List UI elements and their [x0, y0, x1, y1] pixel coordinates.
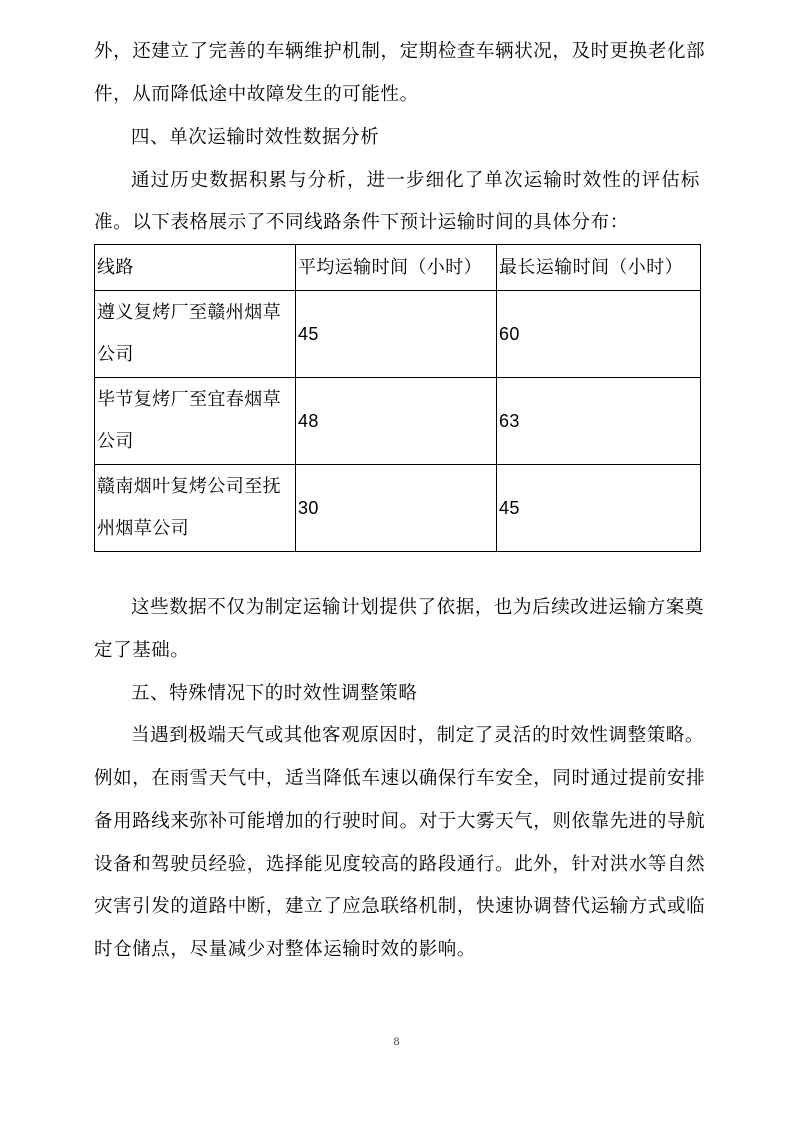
table-cell-route: 遵义复烤厂至赣州烟草公司: [95, 291, 296, 378]
table-row: [95, 291, 701, 378]
paragraph-line: 这些数据不仅为制定运输计划提供了依据，也为后续改进运输方案奠: [131, 597, 705, 618]
table-header-cell: 最长运输时间（小时）: [497, 245, 701, 291]
paragraph-line: 通过历史数据积累与分析，进一步细化了单次运输时效性的评估标: [131, 170, 700, 191]
table-row: [95, 378, 701, 465]
table-cell-avg: 48: [296, 378, 497, 465]
table-cell-avg: 30: [296, 465, 497, 552]
paragraph-line: 外，还建立了完善的车辆维护机制，定期检查车辆状况，及时更换老化部: [94, 41, 706, 62]
section-heading-5: 五、特殊情况下的时效性调整策略: [131, 683, 418, 704]
paragraph-line: 时仓储点，尽量减少对整体运输时效的影响。: [94, 939, 477, 960]
table-cell-route: 赣南烟叶复烤公司至抚州烟草公司: [95, 465, 296, 552]
table-cell-avg: 45: [296, 291, 497, 378]
table-cell-route: 毕节复烤厂至宜春烟草公司: [95, 378, 296, 465]
table-header-cell: 平均运输时间（小时）: [296, 245, 497, 291]
table-row: [95, 465, 701, 552]
page-number: 8: [393, 1034, 400, 1048]
transport-time-table: [94, 244, 701, 552]
paragraph-line: 灾害引发的道路中断，建立了应急联络机制，快速协调替代运输方式或临: [94, 896, 706, 917]
table-cell-max: 45: [497, 465, 701, 552]
paragraph-line: 件，从而降低途中故障发生的可能性。: [94, 84, 419, 105]
paragraph-line: 备用路线来弥补可能增加的行驶时间。对于大雾天气，则依靠先进的导航: [94, 811, 706, 832]
table-header-row: [95, 245, 701, 291]
table-cell-max: 63: [497, 378, 701, 465]
paragraph-line: 准。以下表格展示了不同线路条件下预计运输时间的具体分布：: [94, 212, 629, 233]
table-header-cell: 线路: [95, 245, 296, 291]
paragraph-line: 定了基础。: [94, 640, 190, 661]
section-heading-4: 四、单次运输时效性数据分析: [131, 127, 380, 148]
paragraph-line: 例如，在雨雪天气中，适当降低车速以确保行车安全，同时通过提前安排: [94, 768, 706, 789]
table-cell-max: 60: [497, 291, 701, 378]
paragraph-line: 当遇到极端天气或其他客观原因时，制定了灵活的时效性调整策略。: [131, 725, 705, 746]
paragraph-line: 设备和驾驶员经验，选择能见度较高的路段通行。此外，针对洪水等自然: [94, 854, 706, 875]
